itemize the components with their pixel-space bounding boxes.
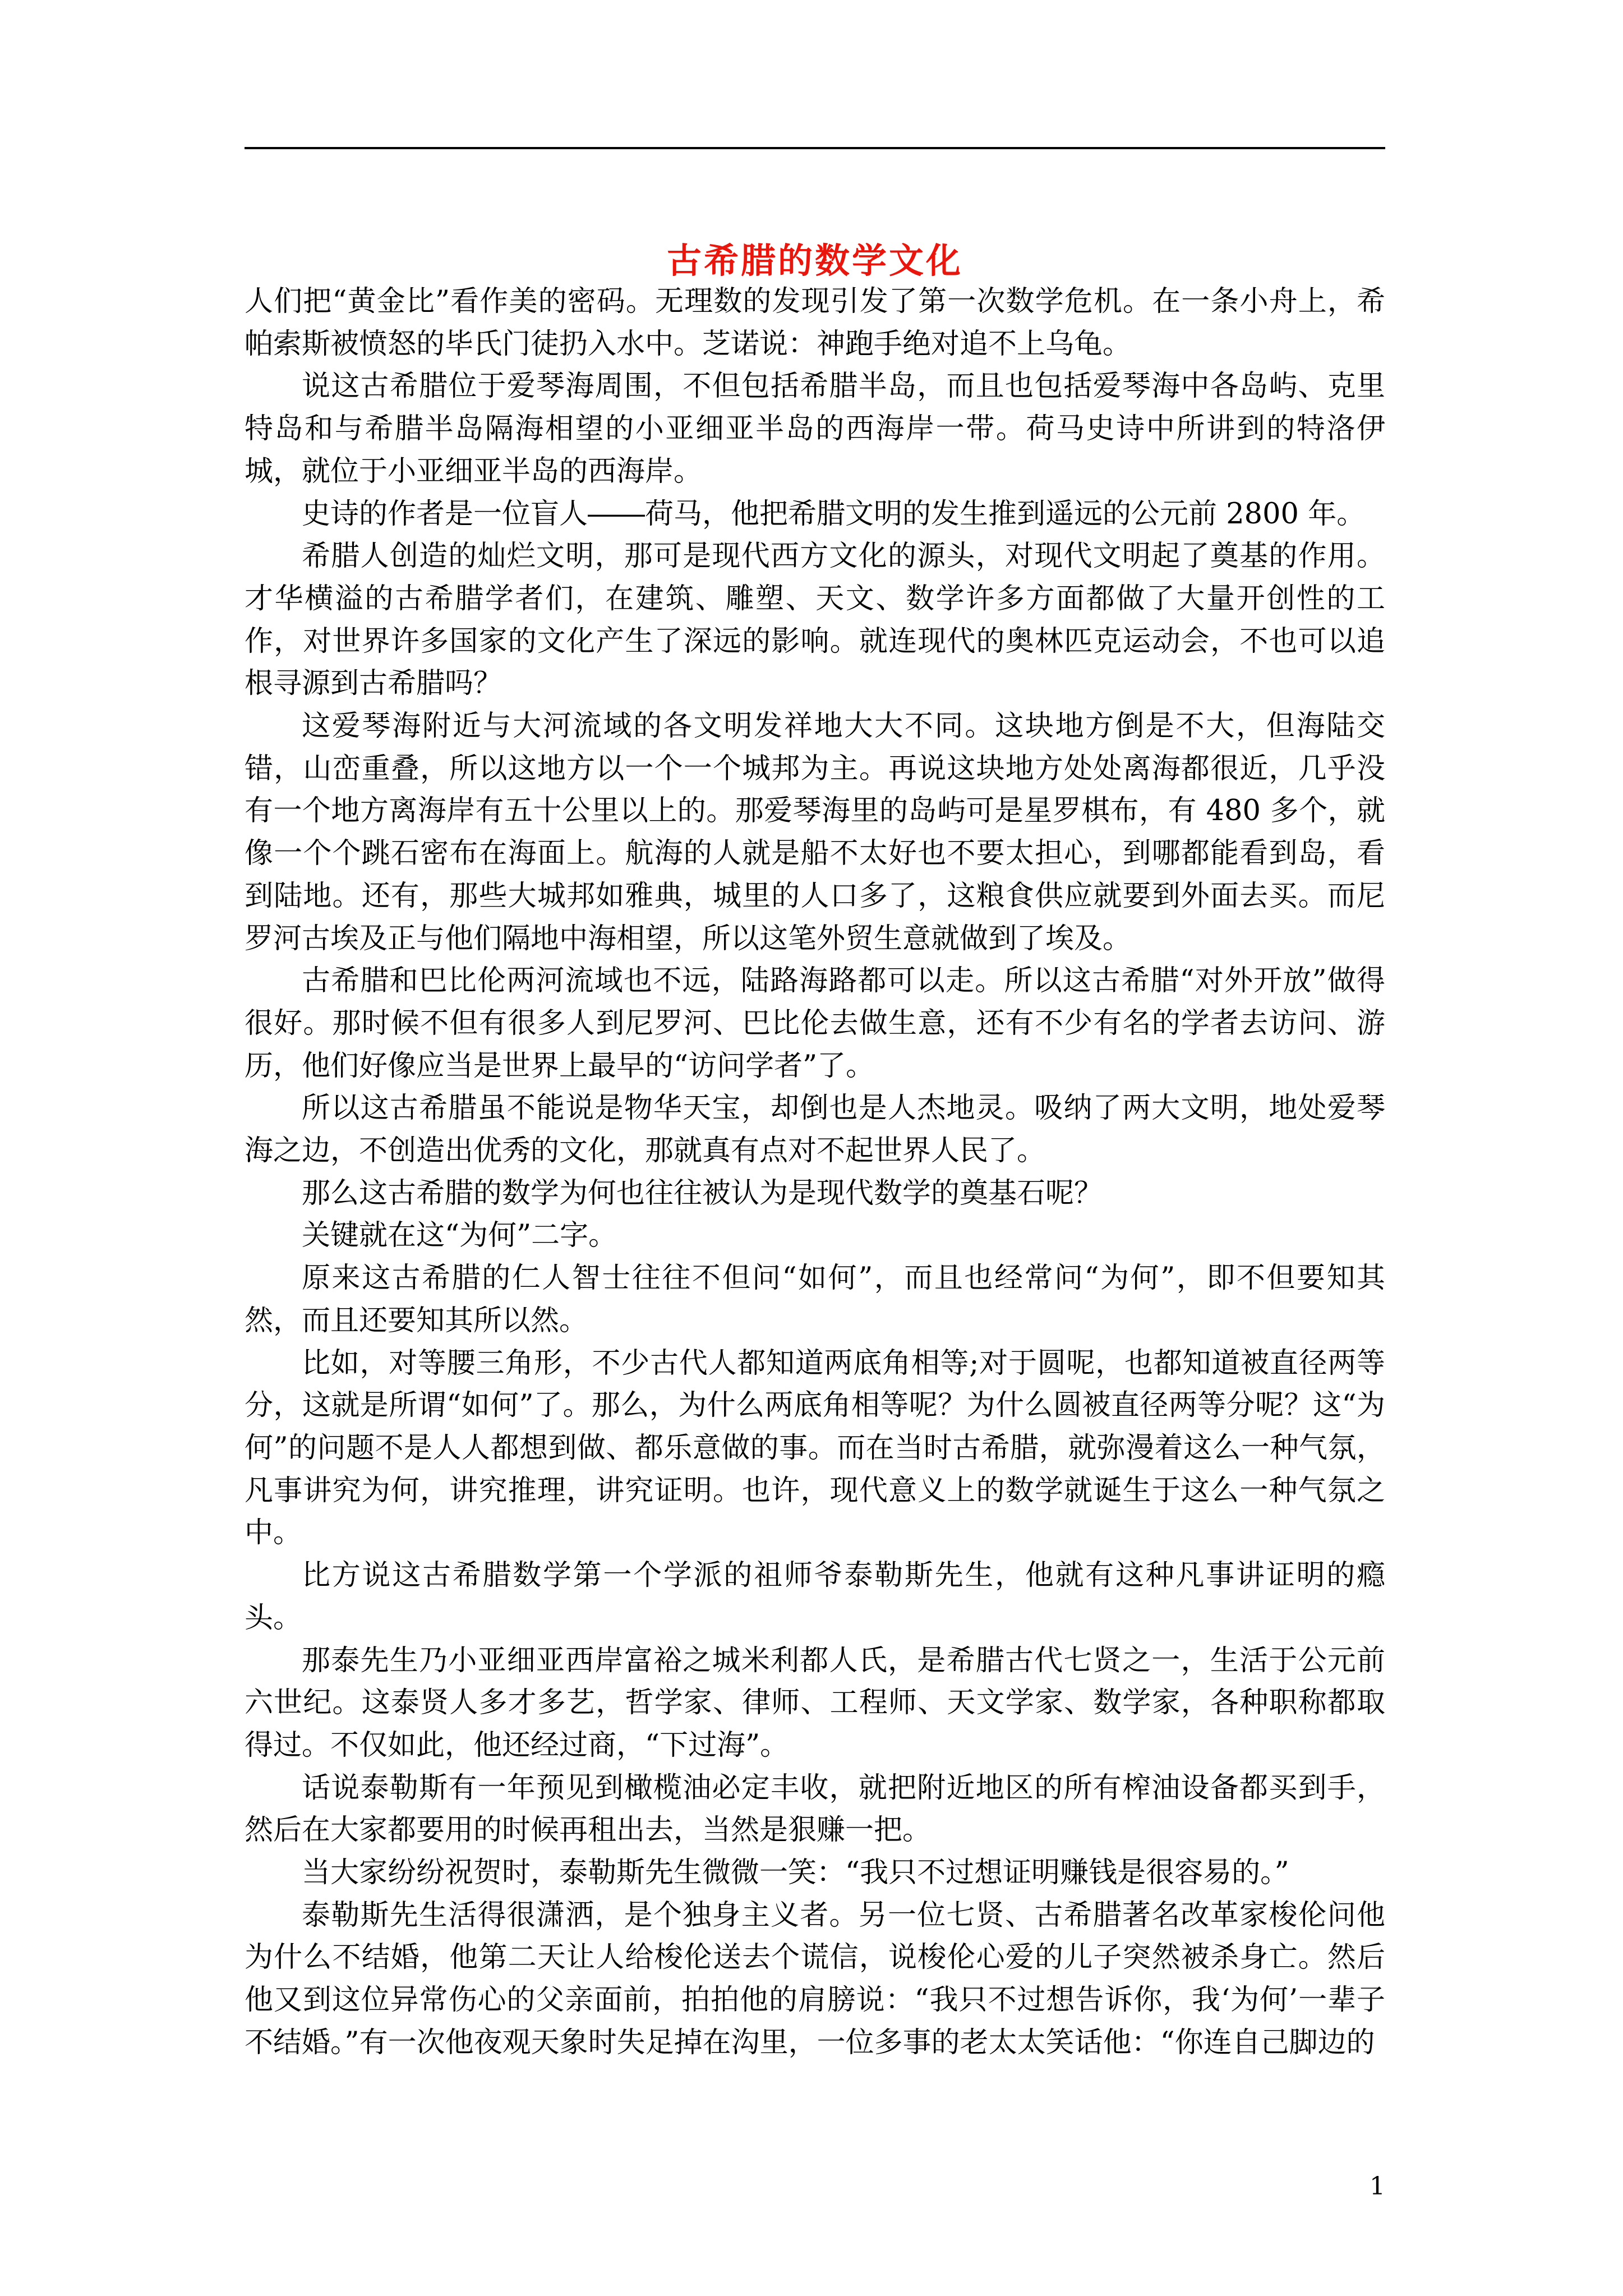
- paragraph: 史诗的作者是一位盲人――荷马，他把希腊文明的发生推到遥远的公元前 2800 年。: [302, 497, 1366, 531]
- article-body: [245, 280, 1385, 2064]
- paragraph: 泰勒斯先生活得很潇洒，是个独身主义者。另一位七贤、古希腊著名改革家梭伦问他为什么不结婚，他第二天让人给梭伦送去个谎信，说梭伦心爱的儿子突然被杀身亡。然后他又到这位异常伤心的父亲面前，拍拍他的肩膀说：“我只不过想告诉你，我‘为何’一辈子不结婚。”有一次他夜观天象时失足掉在沟里，一位多事的老太太笑话他：“你连自己脚边的: [245, 1898, 1385, 2059]
- paragraph: 古希腊和巴比伦两河流域也不远，陆路海路都可以走。所以这古希腊“对外开放”做得很好。那时候不但有很多人到尼罗河、巴比伦去做生意，还有不少有名的学者去访问、游历，他们好像应当是世界上最早的“访问学者”了。: [245, 964, 1385, 1083]
- page-title: 古希腊的数学文化: [666, 240, 963, 281]
- paragraph: 那么这古希腊的数学为何也往往被认为是现代数学的奠基石呢？: [302, 1176, 1103, 1210]
- paragraph: 比如，对等腰三角形，不少古代人都知道两底角相等;对于圆呢，也都知道被直径两等分，这就是所谓“如何”了。那么，为什么两底角相等呢？为什么圆被直径两等分呢？这“为何”的问题不是人人都想到做、都乐意做的事。而在当时古希腊，就弥漫着这么一种气氛，凡事讲究为何，讲究推理，讲究证明。也许，现代意义上的数学就诞生于这么一种气氛之中。: [245, 1346, 1385, 1550]
- header-rule: [245, 147, 1385, 149]
- paragraph: 话说泰勒斯有一年预见到橄榄油必定丰收，就把附近地区的所有榨油设备都买到手，然后在大家都要用的时候再租出去，当然是狠赚一把。: [245, 1771, 1385, 1847]
- paragraph: 所以这古希腊虽不能说是物华天宝，却倒也是人杰地灵。吸纳了两大文明，地处爱琴海之边，不创造出优秀的文化，那就真有点对不起世界人民了。: [245, 1092, 1385, 1168]
- paragraph: 希腊人创造的灿烂文明，那可是现代西方文化的源头，对现代文明起了奠基的作用。才华横溢的古希腊学者们，在建筑、雕塑、天文、数学许多方面都做了大量开创性的工作，对世界许多国家的文化产生了深远的影响。就连现代的奥林匹克运动会，不也可以追根寻源到古希腊吗？: [245, 540, 1385, 701]
- paragraph-intro: 人们把“黄金比”看作美的密码。无理数的发现引发了第一次数学危机。在一条小舟上，希帕索斯被愤怒的毕氏门徒扔入水中。芝诺说：神跑手绝对追不上乌龟。: [245, 285, 1385, 361]
- paragraph: 这爱琴海附近与大河流域的各文明发祥地大大不同。这块地方倒是不大，但海陆交错，山峦重叠，所以这地方以一个一个城邦为主。再说这块地方处处离海都很近，几乎没有一个地方离海岸有五十公里以上的。那爱琴海里的岛屿可是星罗棋布，有 480 多个，就像一个个跳石密布在海面上。航海的人就是船不太好也不要太担心，到哪都能看到岛，看到陆地。还有，那些大城邦如雅典，城里的人口多了，这粮食供应就要到外面去买。而尼罗河古埃及正与他们隔地中海相望，所以这笔外贸生意就做到了埃及。: [245, 710, 1385, 955]
- paragraph: 比方说这古希腊数学第一个学派的祖师爷泰勒斯先生，他就有这种凡事讲证明的瘾头。: [245, 1559, 1385, 1635]
- page-number: 1: [1370, 2172, 1385, 2201]
- paragraph: 说这古希腊位于爱琴海周围，不但包括希腊半岛，而且也包括爱琴海中各岛屿、克里特岛和与希腊半岛隔海相望的小亚细亚半岛的西海岸一带。荷马史诗中所讲到的特洛伊城，就位于小亚细亚半岛的西海岸。: [245, 370, 1385, 488]
- paragraph: 当大家纷纷祝贺时，泰勒斯先生微微一笑：“我只不过想证明赚钱是很容易的。”: [302, 1856, 1289, 1890]
- paragraph: 关键就在这“为何”二字。: [302, 1219, 617, 1253]
- paragraph: 原来这古希腊的仁人智士往往不但问“如何”，而且也经常问“为何”，即不但要知其然，而且还要知其所以然。: [245, 1262, 1385, 1337]
- paragraph: 那泰先生乃小亚细亚西岸富裕之城米利都人氏，是希腊古代七贤之一，生活于公元前六世纪。这泰贤人多才多艺，哲学家、律师、工程师、天文学家、数学家，各种职称都取得过。不仅如此，他还经过商，“下过海”。: [245, 1644, 1385, 1762]
